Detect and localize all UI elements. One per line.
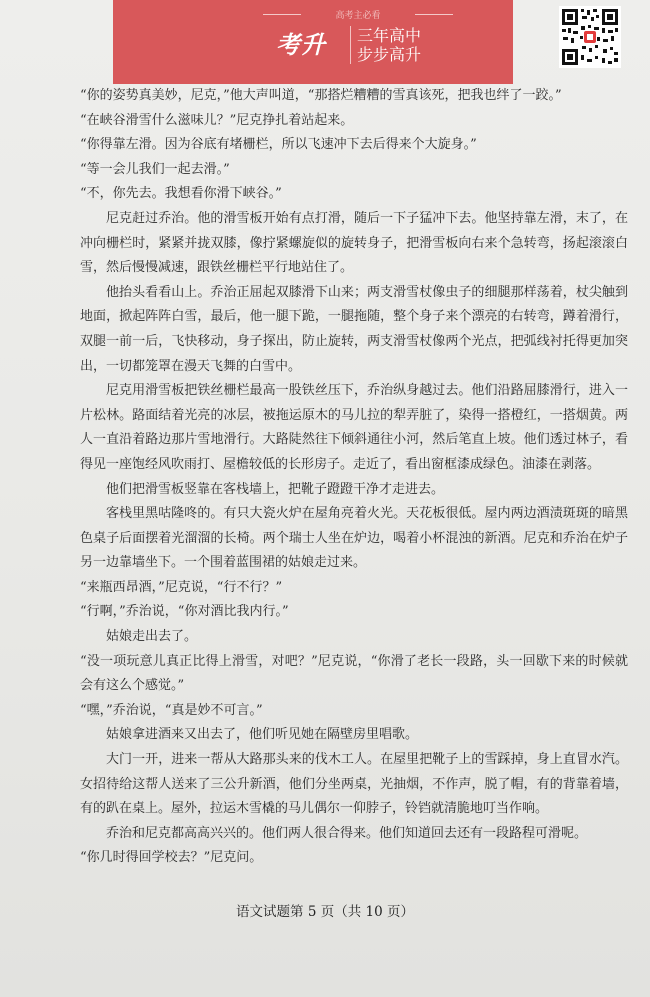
dialogue-line: “行啊，”乔治说，“你对酒比我内行。” (80, 604, 289, 620)
dialogue-line: “不，你先去。我想看你滑下峡谷。” (80, 186, 282, 202)
paragraph: 他抬头看看山上。乔治正屈起双膝滑下山来；两支滑雪杖像虫子的细腿那样荡着，杖尖触到地面，掀起阵阵白雪，最后，他一腿下跪，一腿拖随，整个身子来个漂亮的右转弯，蹲着滑行，双腿一前一后，飞快移动，身子探出，防止旋转，两支滑雪杖像两个光点，把弧线衬托得更加突出，一切都笼罩在漫天飞舞的白雪中。 (80, 284, 628, 374)
brand-logo: 考升 (276, 31, 326, 59)
qr-code-icon (559, 6, 621, 68)
paragraph: 他们把滑雪板竖靠在客栈墙上，把靴子蹬蹬干净才走进去。 (106, 481, 445, 497)
dialogue-line: “你几时得回学校去？”尼克问。 (80, 850, 263, 866)
banner-top-text: 高考主必看 (263, 8, 453, 21)
paragraph: 大门一开，进来一帮从大路那头来的伐木工人。在屋里把靴子上的雪踩掉，身上直冒水汽。女招待给这帮人送来了三公升新酒，他们分坐两桌，光抽烟，不作声，脱了帽，有的背靠着墙，有的趴在桌上。屋外，拉运木雪橇的马儿偶尔一仰脖子，铃铛就清脆地叮当作响。 (80, 752, 628, 817)
paragraph: 姑娘走出去了。 (106, 629, 198, 645)
slogan-line-2: 步步高升 (357, 45, 422, 64)
paragraph: 尼克赶过乔治。他的滑雪板开始有点打滑，随后一下子猛冲下去。他坚持靠左滑，末了，在冲向栅栏时，紧紧并拢双膝，像拧紧螺旋似的旋转身子，把滑雪板向右来个急转弯，扬起滚滚白雪，然后慢慢减速，跟铁丝栅栏平行地站住了。 (80, 210, 628, 276)
dialogue-line: “来瓶西昂酒，”尼克说，“行不行？” (80, 579, 283, 595)
dialogue-line: “你的姿势真美妙，尼克，”他大声叫道，“那搭烂糟糟的雪真该死，把我也绊了一跤。” (80, 88, 562, 103)
brand-slogan (350, 26, 443, 64)
header-banner (113, 0, 513, 84)
paragraph: 尼克用滑雪板把铁丝栅栏最高一股铁丝压下，乔治纵身越过去。他们沿路屈膝滑行，进入一片松林。路面结着光亮的冰层，被拖运原木的马儿拉的犁弄脏了，染得一搭橙红，一搭烟黄。两人一直沿着路边那片雪地滑行。大路陡然往下倾斜通往小河，然后笔直上坡。他们透过林子，看得见一座饱经风吹雨打、屋檐较低的长形房子。走近了，看出窗框漆成绿色。油漆在剥落。 (80, 383, 628, 472)
slogan-line-1: 三年高中 (357, 26, 422, 45)
page-footer: 语文试题第 5 页（共 10 页） (236, 904, 414, 920)
dialogue-line: “没一项玩意儿真正比得上滑雪，对吧？”尼克说，“你滑了老长一段路，头一回歇下来的时候就会有这么个感觉。” (80, 653, 628, 694)
dialogue-line: “在峡谷滑雪什么滋味儿？”尼克挣扎着站起来。 (80, 112, 354, 128)
exam-passage (80, 84, 628, 871)
dialogue-line: “你得靠左滑。因为谷底有堵栅栏，所以飞速冲下去后得来个大旋身。” (80, 137, 477, 153)
paragraph: 姑娘拿进酒来又出去了，他们听见她在隔壁房里唱歌。 (106, 727, 419, 743)
dialogue-line: “等一会儿我们一起去滑。” (80, 161, 230, 177)
paragraph: 乔治和尼克都高高兴兴的。他们两人很合得来。他们知道回去还有一段路程可滑呢。 (106, 825, 588, 841)
dialogue-line: “嘿，”乔治说，“真是妙不可言。” (80, 702, 263, 718)
paragraph: 客栈里黑咕隆咚的。有只大瓷火炉在屋角亮着火光。天花板很低。屋内两边酒渍斑斑的暗黑色桌子后面摆着光溜溜的长椅。两个瑞士人坐在炉边，喝着小杯混浊的新酒。尼克和乔治在炉子另一边靠墙坐下。一个围着蓝围裙的姑娘走过来。 (80, 506, 628, 571)
